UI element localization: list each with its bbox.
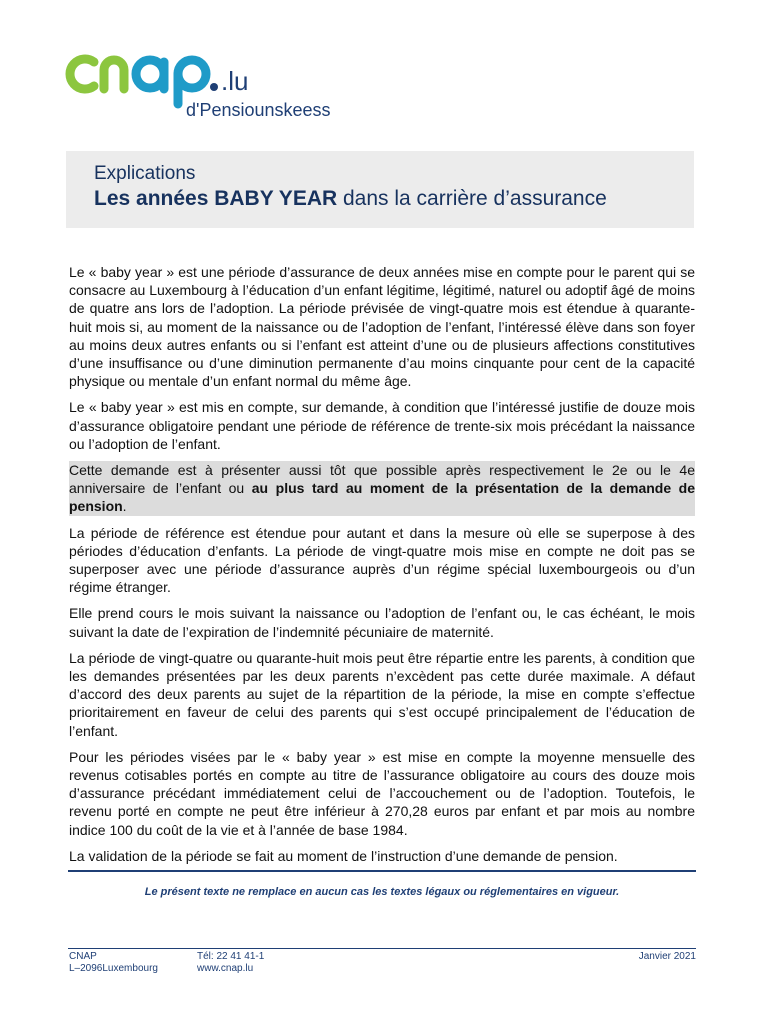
body-text	[69, 263, 695, 873]
divider-top	[68, 870, 696, 872]
svg-text:d'Pensiounskeess: d'Pensiounskeess	[186, 100, 331, 120]
paragraph-conditions: Le « baby year » est mis en compte, sur demande, à condition que l’intéressé justifie de douze mois d’assurance obligatoire pendant une période de référence de trente-six mois précédant la naissance ou l’adoption de l’enfant.	[69, 399, 695, 452]
paragraph-highlight-deadline: Cette demande est à présenter aussi tôt que possible après respectivement le 2e ou le 4e anniversaire de l’enfant ou au plus tard au moment de la présentation de la demande de pension.	[69, 462, 696, 515]
footer-phone: Tél: 22 41 41-1	[197, 951, 265, 962]
legal-disclaimer: Le présent texte ne remplace en aucun cas les textes légaux ou réglementaires en vigueur.	[144, 886, 620, 898]
footer-address	[69, 951, 158, 975]
title-box	[66, 151, 694, 228]
footer-website[interactable]: www.cnap.lu	[197, 963, 254, 974]
paragraph-start: Elle prend cours le mois suivant la naissance ou l’adoption de l’enfant ou, le cas échéant, le mois suivant la date de l’expiration de l’indemnité pécuniaire de maternité.	[69, 605, 695, 640]
explications-heading: Explications	[94, 163, 196, 184]
paragraph-income: Pour les périodes visées par le « baby year » est mise en compte la moyenne mensuelle des revenus cotisables portés en compte au titre de l’assurance obligatoire au cours des douze mois d’assurance précédant immédiatement celui de l’accouchement ou de l’adoption. Toutefois, le revenu porté en compte ne peut être inférieur à 270,28 euros par enfant et par mois au nombre indice 100 du coût de la vie et à l’année de base 1984.	[69, 748, 695, 838]
cnap-logo-graphic	[64, 48, 394, 128]
footer-contact	[197, 951, 264, 975]
footer-org: CNAP	[69, 951, 97, 962]
divider-bottom	[68, 948, 696, 949]
footer-date: Janvier 2021	[638, 951, 696, 962]
footer-city: L–2096Luxembourg	[69, 963, 158, 974]
paragraph-reference-period: La période de référence est étendue pour autant et dans la mesure où elle se superpose à des périodes d’éducation d’enfants. La période de vingt-quatre mois mise en compte ne doit pas se superposer avec une période d’assurance auprès d’un régime spécial luxembourgeois ou d’un régime étranger.	[69, 524, 695, 596]
paragraph-sharing: La période de vingt-quatre ou quarante-huit mois peut être répartie entre les parents, à condition que les demandes présentées par les deux parents n’excèdent pas cette durée maximale. A défaut d’accord des deux parents au sujet de la répartition de la période, la mise en compte s’effectue prioritairement en faveur de celui des parents qui s’est occupé principalement de l’éducation de l’enfant.	[69, 649, 695, 739]
page-title: Les années BABY YEAR dans la carrière d’assurance	[94, 187, 607, 210]
cnap-logo	[64, 48, 394, 128]
svg-text:.lu: .lu	[221, 66, 249, 96]
paragraph-validation: La validation de la période se fait au moment de l’instruction d’une demande de pension.	[69, 847, 618, 864]
paragraph-definition: Le « baby year » est une période d’assurance de deux années mise en compte pour le parent qui se consacre au Luxembourg à l’éducation d’un enfant légitime, légitimé, naturel ou adoptif âgé de moins de quatre ans lors de l’adoption. La période prévisée de vingt-quatre mois est étendue à quarante-huit mois si, au moment de la naissance ou de l’adoption de l’enfant, l’intéressé élève dans son foyer au moins deux autres enfants ou si l’enfant est atteint d’une ou de plusieurs affections constitutives d’une insuffisance ou d’une diminution permanente d’au moins cinquante pour cent de la capacité physique ou mentale d’un enfant normal du même âge.	[69, 264, 695, 390]
